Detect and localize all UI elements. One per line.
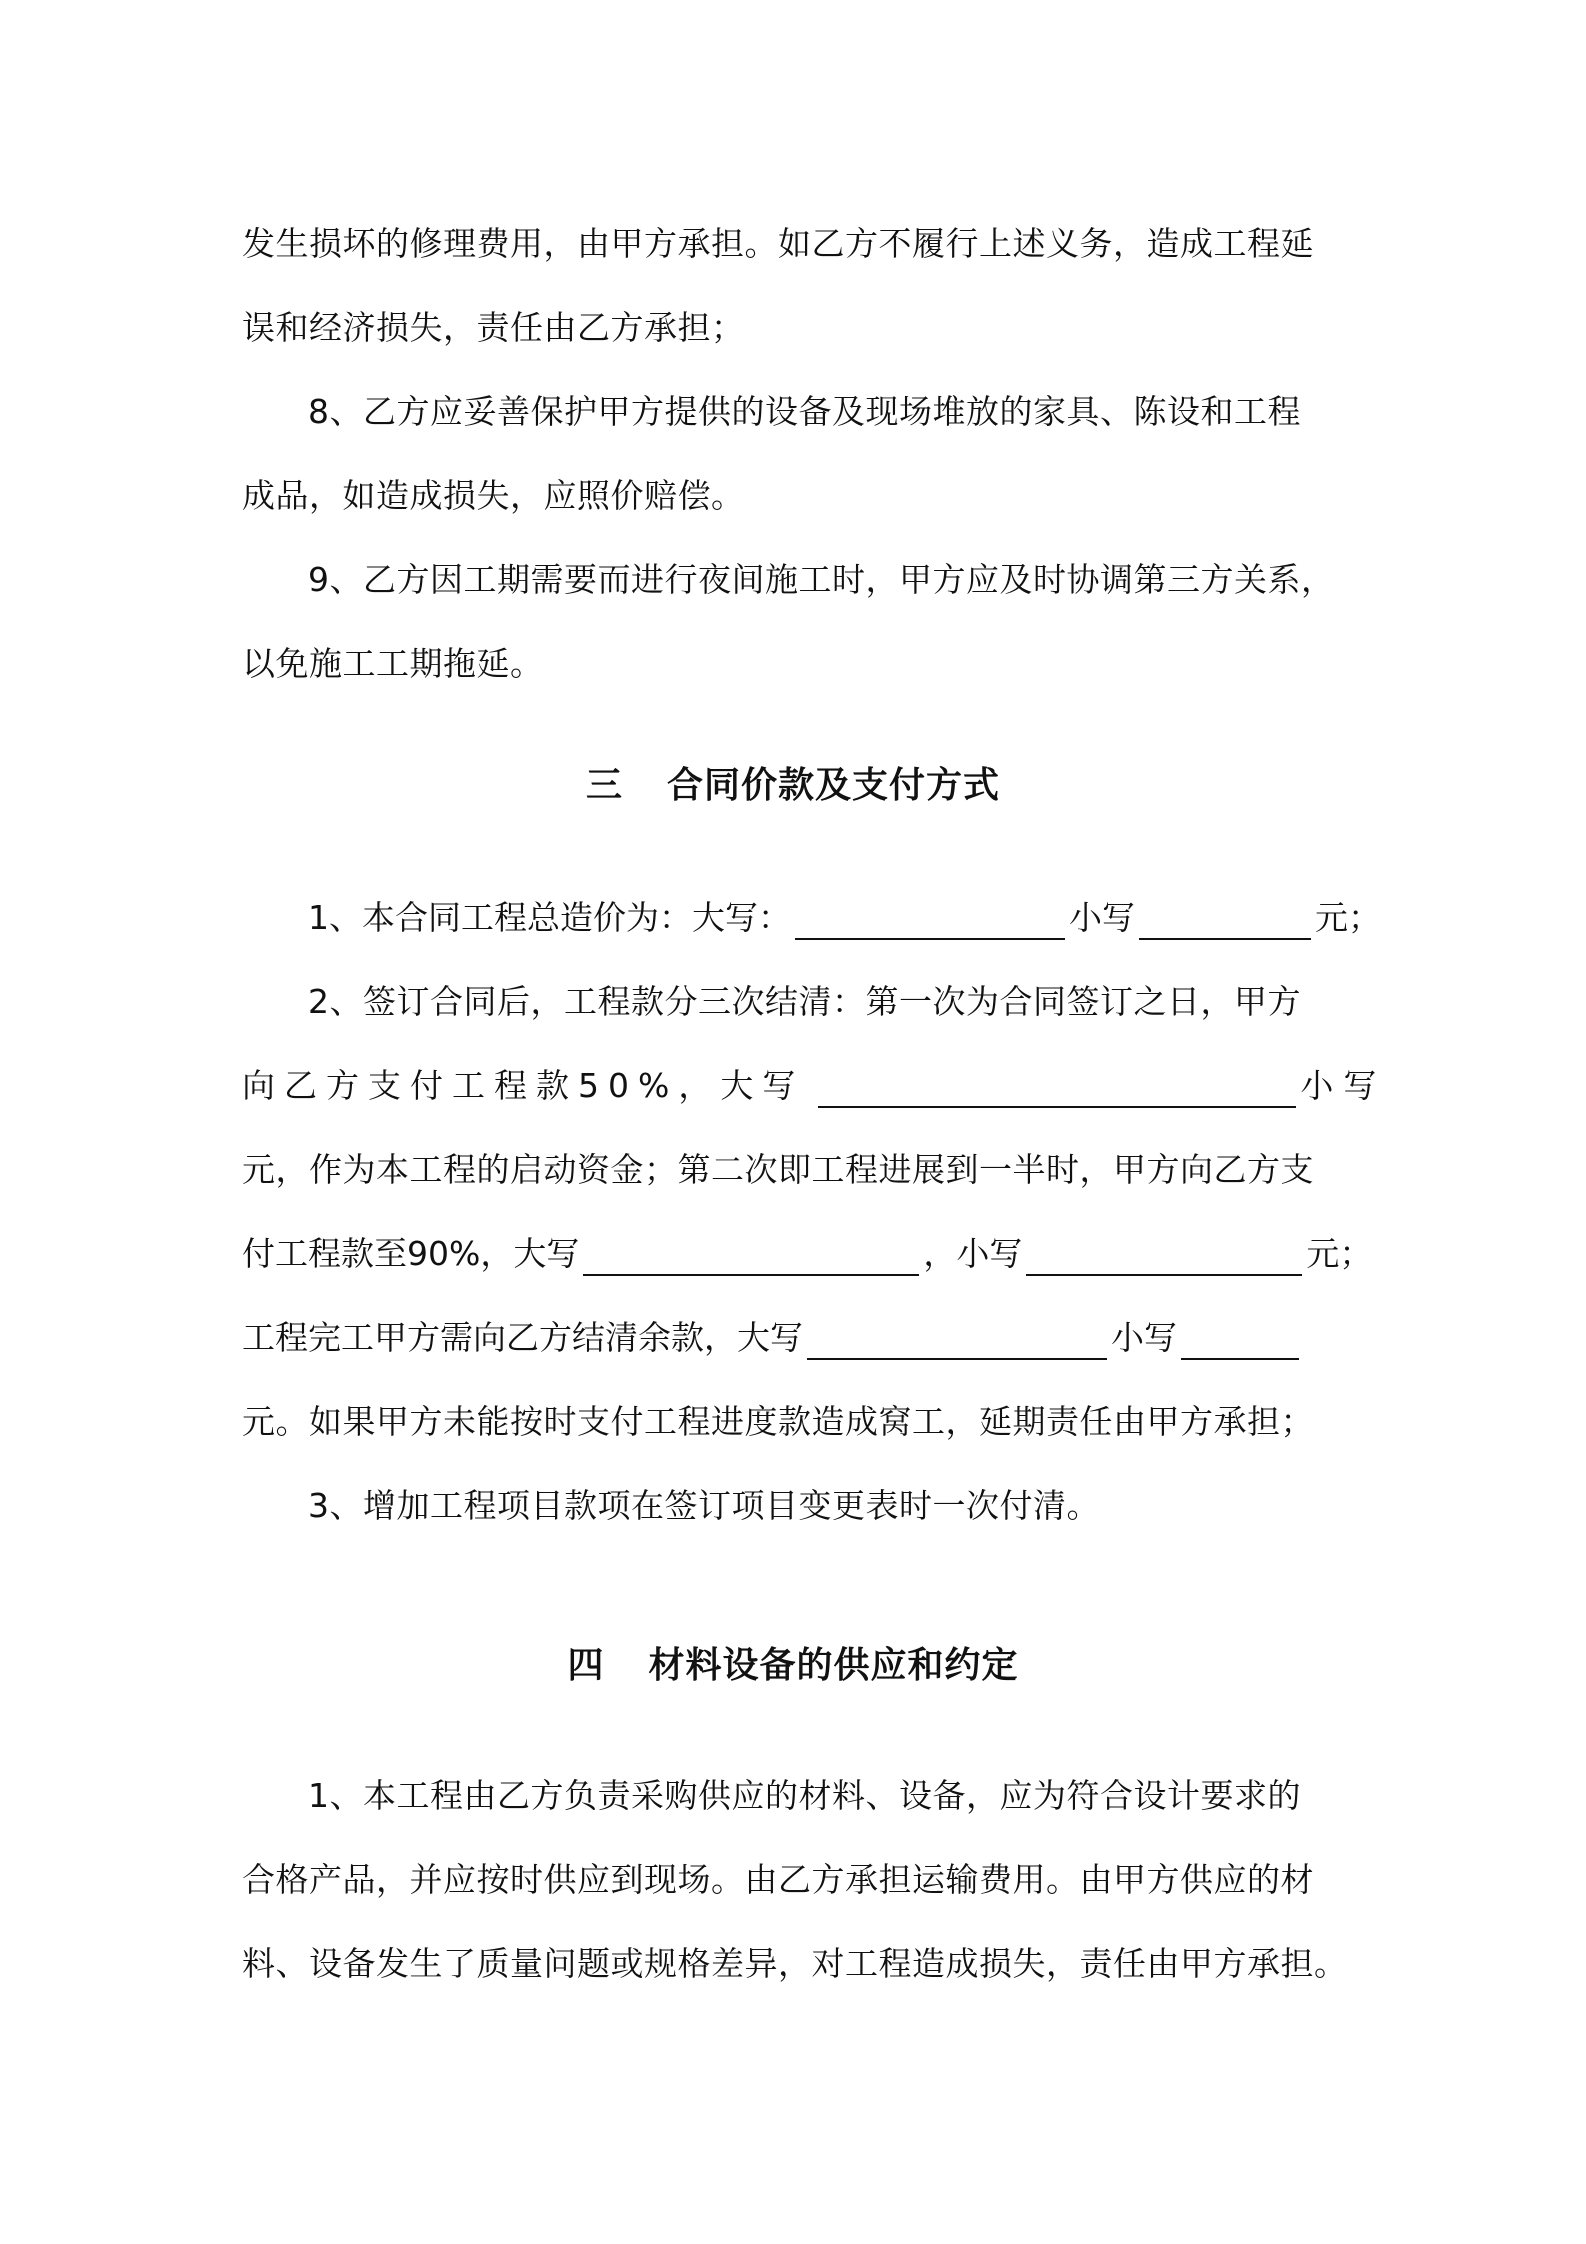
- section-number: 四: [567, 1645, 605, 1686]
- clause-9-line: 以免施工工期拖延。: [242, 644, 544, 683]
- first-payment-words-blank[interactable]: [818, 1072, 1296, 1108]
- clause-2-row: [242, 1064, 1387, 1108]
- clause-text: 元；: [1306, 1234, 1373, 1273]
- clause-text: 1、本合同工程总造价为：大写：: [308, 898, 791, 937]
- clause-3-line: 3、增加工程项目款项在签订项目变更表时一次付清。: [308, 1486, 1100, 1525]
- second-payment-words-blank[interactable]: [583, 1240, 919, 1276]
- clause-text: 工程完工甲方需向乙方结清余款，大写: [242, 1318, 803, 1357]
- section-title: 材料设备的供应和约定: [648, 1645, 1019, 1686]
- amount-figures-blank[interactable]: [1139, 904, 1311, 940]
- clause-text: 小写: [1111, 1318, 1177, 1357]
- paragraph-line: 发生损坏的修理费用，由甲方承担。如乙方不履行上述义务，造成工程延: [242, 224, 1314, 263]
- clause-1-line: 料、设备发生了质量问题或规格差异，对工程造成损失，责任由甲方承担。: [242, 1944, 1348, 1983]
- clause-text: 元；: [1315, 898, 1381, 937]
- clause-2-line: 2、签订合同后，工程款分三次结清：第一次为合同签订之日，甲方: [308, 982, 1301, 1021]
- clause-8-line: 成品，如造成损失，应照价赔偿。: [242, 476, 745, 515]
- section-heading: [0, 1642, 1586, 1690]
- paragraph-line: 误和经济损失，责任由乙方承担；: [242, 308, 745, 347]
- clause-2-row: [242, 1232, 1373, 1276]
- clause-text: ，小写: [923, 1234, 1023, 1273]
- clause-8-line: 8、乙方应妥善保护甲方提供的设备及现场堆放的家具、陈设和工程: [308, 392, 1301, 431]
- clause-text: 小写: [1069, 898, 1135, 937]
- clause-text: 付工程款至90%，大写: [242, 1234, 580, 1273]
- clause-1-line: 1、本工程由乙方负责采购供应的材料、设备，应为符合设计要求的: [308, 1776, 1301, 1815]
- clause-2-line: 元。如果甲方未能按时支付工程进度款造成窝工，延期责任由甲方承担；: [242, 1402, 1314, 1441]
- clause-1-row: [242, 896, 1381, 940]
- clause-1-line: 合格产品，并应按时供应到现场。由乙方承担运输费用。由甲方供应的材: [242, 1860, 1314, 1899]
- second-payment-figures-blank[interactable]: [1026, 1240, 1302, 1276]
- section-number: 三: [585, 765, 623, 806]
- clause-2-line: 元，作为本工程的启动资金；第二次即工程进展到一半时，甲方向乙方支: [242, 1150, 1314, 1189]
- clause-9-line: 9、乙方因工期需要而进行夜间施工时，甲方应及时协调第三方关系，: [308, 560, 1335, 599]
- balance-figures-blank[interactable]: [1181, 1324, 1299, 1360]
- clause-text: 小写: [1300, 1066, 1387, 1105]
- clause-text: 向乙方支付工程款50%，大写: [242, 1066, 805, 1105]
- amount-words-blank[interactable]: [795, 904, 1065, 940]
- section-title: 合同价款及支付方式: [667, 765, 1001, 806]
- clause-2-row: [242, 1316, 1354, 1360]
- section-heading: [0, 762, 1586, 810]
- balance-words-blank[interactable]: [807, 1324, 1107, 1360]
